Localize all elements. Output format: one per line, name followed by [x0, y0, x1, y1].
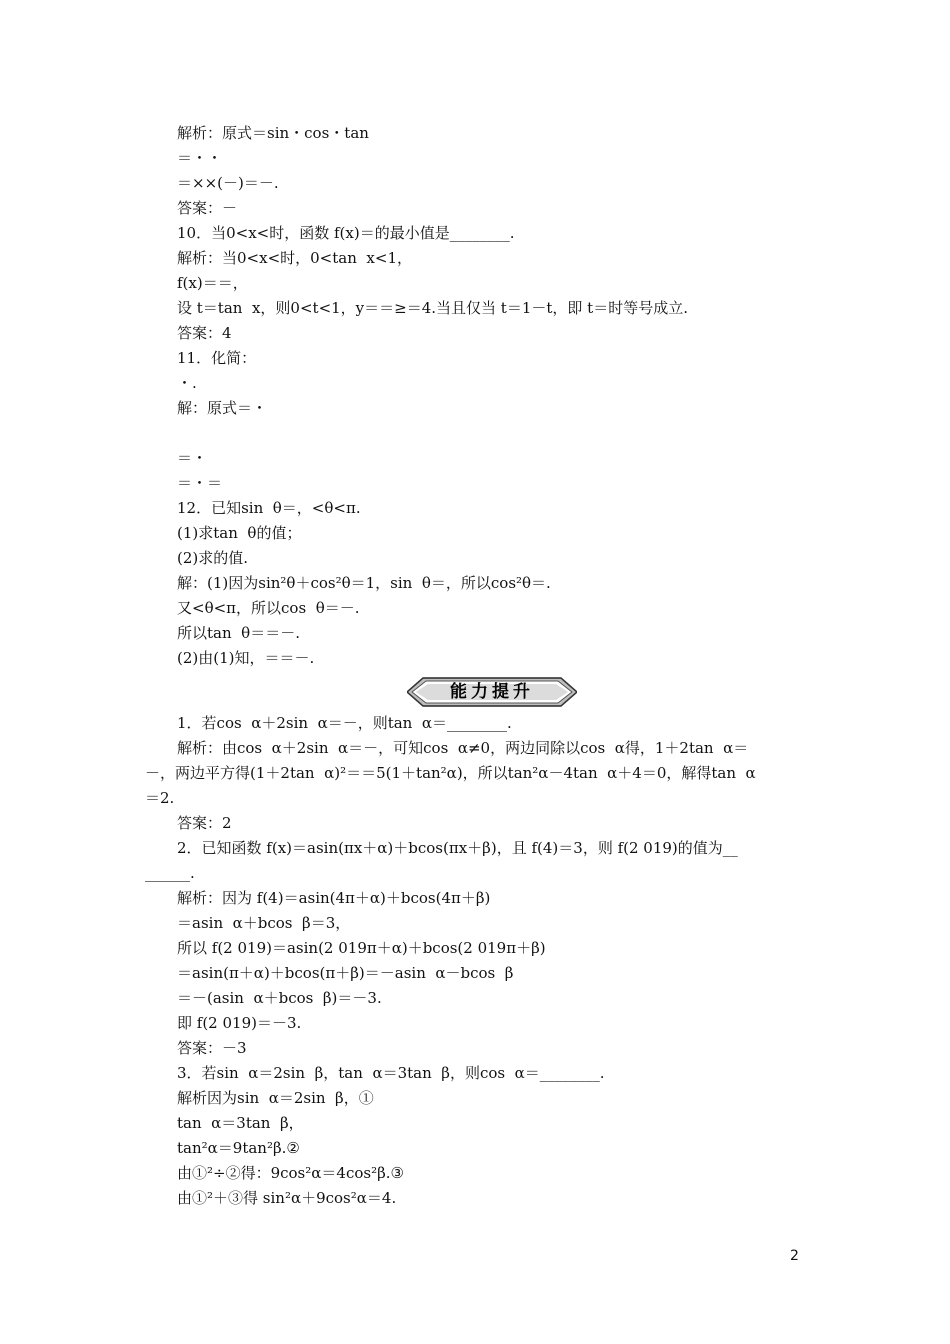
text-line: (2)求的值. — [177, 549, 249, 567]
text-line: ＝・・ — [177, 149, 223, 167]
text-line: ＝・ — [177, 449, 208, 467]
text-line: ______. — [145, 864, 195, 882]
section-banner — [407, 677, 577, 707]
text-line: 解析：因为 f(4)＝asin(4π＋α)＋bcos(4π＋β) — [177, 889, 491, 907]
text-line: 答案：2 — [177, 814, 232, 832]
text-line: tan²α＝9tan²β.② — [177, 1139, 300, 1157]
text-line: 即 f(2 019)＝－3. — [177, 1014, 302, 1032]
text-line: 解析：当0<x<时，0<tan x<1， — [177, 249, 412, 267]
section-banner-title: 能力提升 — [450, 682, 534, 702]
text-line: 由①²÷②得：9cos²α＝4cos²β.③ — [177, 1164, 404, 1182]
text-line: 答案：－3 — [177, 1039, 247, 1057]
text-line: 所以 f(2 019)＝asin(2 019π＋α)＋bcos(2 019π＋β) — [177, 939, 546, 957]
text-line: ＝asin(π＋α)＋bcos(π＋β)＝－asin α－bcos β — [177, 964, 514, 982]
text-line: 解析：原式＝sin・cos・tan — [177, 124, 369, 142]
text-line: 10．当0<x<时，函数 f(x)＝的最小值是________. — [177, 224, 515, 242]
text-line: －，两边平方得(1＋2tan α)²＝＝5(1＋tan²α)，所以tan²α－4tan α＋4＝0，解得tan α — [145, 764, 756, 782]
text-line: ＝－(asin α＋bcos β)＝－3. — [177, 989, 382, 1007]
text-line: 所以tan θ＝＝－. — [177, 624, 300, 642]
text-line: tan α＝3tan β， — [177, 1114, 304, 1132]
text-line: (1)求tan θ的值； — [177, 524, 302, 542]
text-line: 又<θ<π，所以cos θ＝－. — [177, 599, 360, 617]
text-line: ＝asin α＋bcos β＝3， — [177, 914, 351, 932]
text-line: ＝2. — [145, 789, 175, 807]
text-line: f(x)＝＝， — [177, 274, 248, 292]
text-line: 2．已知函数 f(x)＝asin(πx＋α)＋bcos(πx＋β)，且 f(4)＝3，则 f(2 019)的值为__ — [177, 839, 738, 857]
text-line: 答案：－ — [177, 199, 238, 217]
text-line: ・. — [177, 374, 197, 392]
text-line: 解析：由cos α＋2sin α＝－，可知cos α≠0，两边同除以cos α得，1＋2tan α＝ — [177, 739, 749, 757]
text-line: 11．化简： — [177, 349, 257, 367]
text-line: ＝××(－)＝－. — [177, 174, 279, 192]
text-line: 解：原式＝・ — [177, 399, 268, 417]
text-line: (2)由(1)知，＝＝－. — [177, 649, 315, 667]
text-line: 答案：4 — [177, 324, 232, 342]
page-number: 2 — [790, 1248, 799, 1264]
text-line: 12．已知sin θ＝，<θ<π. — [177, 499, 361, 517]
text-line: 解：(1)因为sin²θ＋cos²θ＝1，sin θ＝，所以cos²θ＝. — [177, 574, 551, 592]
text-line: ＝・＝ — [177, 474, 223, 492]
text-line: 由①²＋③得 sin²α＋9cos²α＝4. — [177, 1189, 397, 1207]
text-line: 解析因为sin α＝2sin β，① — [177, 1089, 374, 1107]
text-line: 1．若cos α＋2sin α＝－，则tan α＝________. — [177, 714, 512, 732]
text-line: 设 t＝tan x，则0<t<1，y＝＝≥＝4.当且仅当 t＝1－t，即 t＝时等号成立. — [177, 299, 688, 317]
text-line: 3．若sin α＝2sin β，tan α＝3tan β，则cos α＝________. — [177, 1064, 605, 1082]
